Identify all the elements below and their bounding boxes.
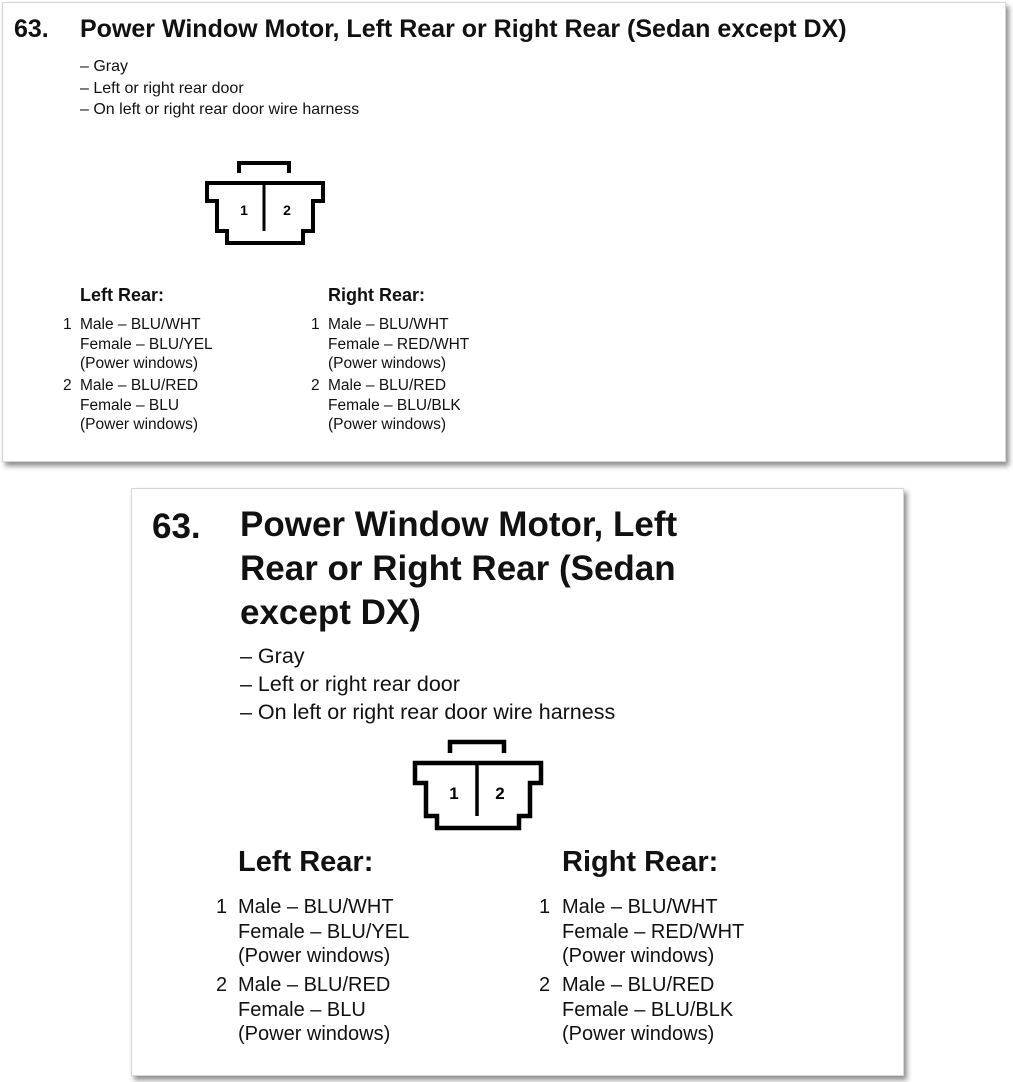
left-pin-2-details	[80, 376, 198, 435]
right-rear-heading: Right Rear:	[328, 285, 426, 305]
left-pin-1-circuit: (Power windows)	[80, 355, 199, 372]
left-pin-2-number: 2	[63, 377, 72, 394]
left-pin-1-male-large: Male – BLU/WHT	[238, 896, 394, 918]
entry-title-large	[240, 503, 760, 635]
right-pin-2-details	[328, 376, 461, 435]
connector-pin-1-label-large: 1	[449, 784, 459, 803]
right-pin-2-circuit: (Power windows)	[328, 416, 447, 433]
right-pin-2-number-large: 2	[539, 974, 551, 996]
entry-number-large: 63.	[152, 507, 201, 546]
left-pin-1-number: 1	[63, 316, 72, 333]
connector-card-wide	[2, 2, 1006, 462]
left-pin-2-female: Female – BLU	[80, 396, 180, 414]
description-harness: – On left or right rear door wire harness	[80, 101, 360, 118]
left-pin-1-details	[80, 315, 213, 374]
description-location-large: – Left or right rear door	[240, 672, 460, 696]
left-pin-2-male: Male – BLU/RED	[80, 377, 199, 394]
right-pin-2-male-large: Male – BLU/RED	[562, 974, 715, 996]
right-pin-2-number: 2	[311, 377, 320, 394]
right-pin-2-male: Male – BLU/RED	[328, 377, 447, 394]
entry-description	[80, 56, 359, 121]
left-pin-1-female-large: Female – BLU/YEL	[238, 920, 410, 943]
right-rear-heading-large: Right Rear:	[562, 846, 719, 878]
left-pin-2-circuit: (Power windows)	[80, 416, 199, 433]
left-pin-2-male-large: Male – BLU/RED	[238, 974, 391, 996]
connector-diagram	[205, 161, 325, 245]
left-pin-2-details-large	[238, 973, 390, 1047]
left-pin-1-female: Female – BLU/YEL	[80, 335, 213, 353]
right-pin-1-circuit-large: (Power windows)	[562, 945, 715, 967]
right-pin-2-details-large	[562, 973, 733, 1047]
right-pin-1-circuit: (Power windows)	[328, 355, 447, 372]
entry-title: Power Window Motor, Left Rear or Right Rear (Sedan except DX)	[80, 15, 847, 43]
entry-title-line-1: Power Window Motor, Left	[240, 505, 678, 544]
right-pin-1-details	[328, 315, 469, 374]
right-pin-2-circuit-large: (Power windows)	[562, 1023, 715, 1045]
connector-pin-1-label: 1	[240, 202, 248, 218]
left-pin-2-number-large: 2	[216, 974, 228, 996]
left-rear-heading-large: Left Rear:	[238, 846, 374, 878]
entry-title-line-3: except DX)	[240, 593, 421, 632]
right-pin-1-number-large: 1	[539, 896, 551, 918]
left-rear-heading: Left Rear:	[80, 285, 165, 305]
left-pin-1-circuit-large: (Power windows)	[238, 945, 391, 967]
left-pin-1-male: Male – BLU/WHT	[80, 316, 201, 333]
left-pin-1-number-large: 1	[216, 896, 228, 918]
connector-card-large	[131, 488, 904, 1076]
description-color-large: – Gray	[240, 644, 305, 668]
right-pin-1-male-large: Male – BLU/WHT	[562, 896, 718, 918]
entry-title-line-2: Rear or Right Rear (Sedan	[240, 549, 676, 588]
connector-pin-2-label: 2	[283, 202, 291, 218]
left-pin-2-female-large: Female – BLU	[238, 998, 366, 1021]
entry-number: 63.	[14, 15, 49, 43]
right-pin-2-female-large: Female – BLU/BLK	[562, 998, 734, 1021]
entry-description-large	[240, 642, 615, 726]
right-pin-1-number: 1	[311, 316, 320, 333]
description-location: – Left or right rear door	[80, 79, 244, 97]
right-pin-2-female: Female – BLU/BLK	[328, 396, 461, 414]
right-pin-1-male: Male – BLU/WHT	[328, 316, 449, 333]
connector-pin-2-label-large: 2	[495, 784, 505, 803]
description-color: – Gray	[80, 58, 129, 75]
right-pin-1-details-large	[562, 895, 744, 969]
right-pin-1-female: Female – RED/WHT	[328, 335, 470, 353]
description-harness-large: – On left or right rear door wire harness	[240, 700, 616, 724]
right-pin-1-female-large: Female – RED/WHT	[562, 920, 745, 943]
connector-diagram-large	[412, 739, 544, 831]
left-pin-2-circuit-large: (Power windows)	[238, 1023, 391, 1045]
left-pin-1-details-large	[238, 895, 409, 969]
